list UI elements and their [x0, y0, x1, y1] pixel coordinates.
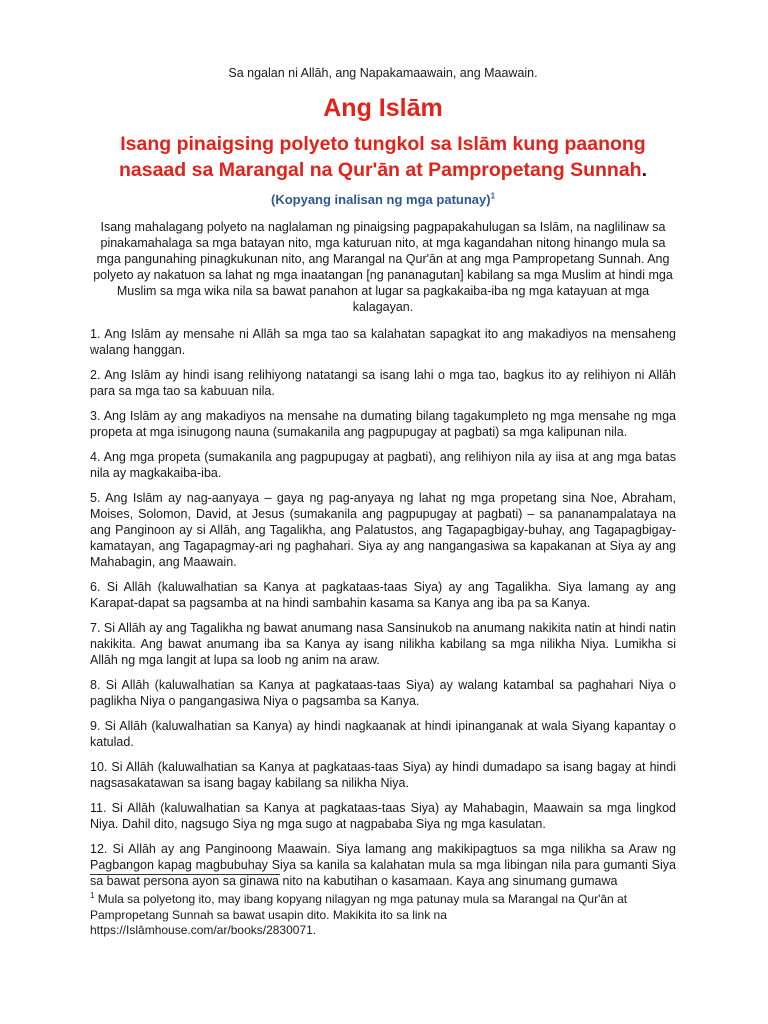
copy-note-text: (Kopyang inalisan ng mga patunay) [270, 192, 491, 207]
list-item: 1. Ang Islām ay mensahe ni Allāh sa mga tao sa kalahatan sapagkat ito ang makadiyos na mensaheng walang hanggan. [90, 327, 676, 357]
copy-note [90, 192, 676, 207]
list-item: 12. Si Allāh ay ang Panginoong Maawain. Siya lamang ang makikipagtuos sa mga nilikha sa Araw ng Pagbangon kapag magbubuhay Siya sa kanila sa kalahatan mula sa mga libingan nila para gumanti Siya sa bawat persona ayon sa ginawa nito na kabutihan o kasamaan. Kaya ang sinumang gumawa [90, 842, 676, 888]
list-item: 11. Si Allāh (kaluwalhatian sa Kanya at pagkataas-taas Siya) ay Mahabagin, Maawain sa mga lingkod Niya. Dahil dito, nagsugo Siya ng mga sugo at nagpababa Siya ng mga kasulatan. [90, 801, 676, 831]
list-item: 4. Ang mga propeta (sumakanila ang pagpupugay at pagbati), ang relihiyon nila ay iisa at ang mga batas nila ay magkakaiba-iba. [90, 450, 676, 480]
footnote-ref: 1 [490, 191, 496, 201]
list-item: 8. Si Allāh (kaluwalhatian sa Kanya at pagkataas-taas Siya) ay walang katambal sa paghahari Niya o paglikha Niya o pangangasiwa Niya o pagsamba sa Kanya. [90, 678, 676, 708]
footnote-number: 1 [90, 891, 95, 900]
list-item: 2. Ang Islām ay hindi isang relihiyong natatangi sa isang lahi o mga tao, bagkus ito ay relihiyon ni Allāh para sa mga tao sa kabuuan nila. [90, 368, 676, 398]
document-page [90, 66, 676, 889]
list-item: 6. Si Allāh (kaluwalhatian sa Kanya at pagkataas-taas Siya) ay ang Tagalikha. Siya lamang ay ang Karapat-dapat sa pagsamba at na hindi sambahin kasama sa Kanya ang iba pa sa Kanya. [90, 580, 676, 610]
list-item: 5. Ang Islām ay nag-aanyaya – gaya ng pag-anyaya ng lahat ng mga propetang sina Noe, Abraham, Moises, Solomon, David, at Jesus (sumakanila ang pagpupugay at pagbati) – sa pananampalataya na ang Panginoon ay si Allāh, ang Tagalikha, ang Palatustos, ang Tagapagbigay-buhay, ang Tagapagbigay-kamatayan, ang Tagapagmay-ari ng paghahari. Siya ay ang nangangasiwa sa kapakanan at Siya ay ang Mahabagin, ang Maawain. [90, 491, 676, 569]
list-item: 10. Si Allāh (kaluwalhatian sa Kanya at pagkataas-taas Siya) ay hindi dumadapo sa isang bagay at hindi nagsasakatawan sa isang bagay kabilang sa nilikha Niya. [90, 760, 676, 790]
intro-paragraph: Isang mahalagang polyeto na naglalaman ng pinaigsing pagpapakahulugan sa Islām, na naglilinaw sa pinakamahalaga sa mga batayan nito, mga katuruan nito, at mga kagandahan nitong hinango mula sa mga pangunahing pinagkukunan nito, ang Marangal na Qur'ān at ang mga Pampropetang Sunnah. Ang polyeto ay nakatuon sa lahat ng mga inaatangan [ng pananagutan] kabilang sa mga Muslim at hindi mga Muslim sa mga wika nila sa bawat panahon at lugar sa pagkakaiba-iba ng mga katayuan at mga kalagayan. [93, 220, 673, 314]
document-title: Ang Islām [323, 94, 443, 122]
list-item: 9. Si Allāh (kaluwalhatian sa Kanya) ay hindi nagkaanak at hindi ipinanganak at wala Siyang kapantay o katulad. [90, 719, 676, 749]
footnote-text: Mula sa polyetong ito, may ibang kopyang nilagyan ng mga patunay mula sa Marangal na Qur'ān at Pampropetang Sunnah sa bawat usapin dito. Makikita ito sa link na https://Islāmhouse.com/ar/books/2830071. [90, 892, 628, 937]
list-item: 3. Ang Islām ay ang makadiyos na mensahe na dumating bilang tagakumpleto ng mga mensahe ng mga propeta at mga isinugong nauna (sumakanila ang pagpupugay at pagbati) sa mga kalipunan nila. [90, 409, 676, 439]
footnote [90, 892, 676, 939]
list-item: 7. Si Allāh ay ang Tagalikha ng bawat anumang nasa Sansinukob na anumang nakikita natin at hindi natin nakikita. Ang bawat anumang iba sa Kanya ay isang nilikha kabilang sa mga nilikha Niya. Lumikha si Allāh ng mga langit at lupa sa loob ng anim na araw. [90, 621, 676, 667]
footnote-divider [90, 874, 280, 875]
basmala: Sa ngalan ni Allāh, ang Napakamaawain, ang Maawain. [228, 66, 538, 80]
document-subtitle [90, 131, 676, 183]
subtitle-period: . [641, 159, 648, 181]
subtitle-text: Isang pinaigsing polyeto tungkol sa Islām kung paanong nasaad sa Marangal na Qur'ān at Pampropetang Sunnah [118, 133, 646, 181]
